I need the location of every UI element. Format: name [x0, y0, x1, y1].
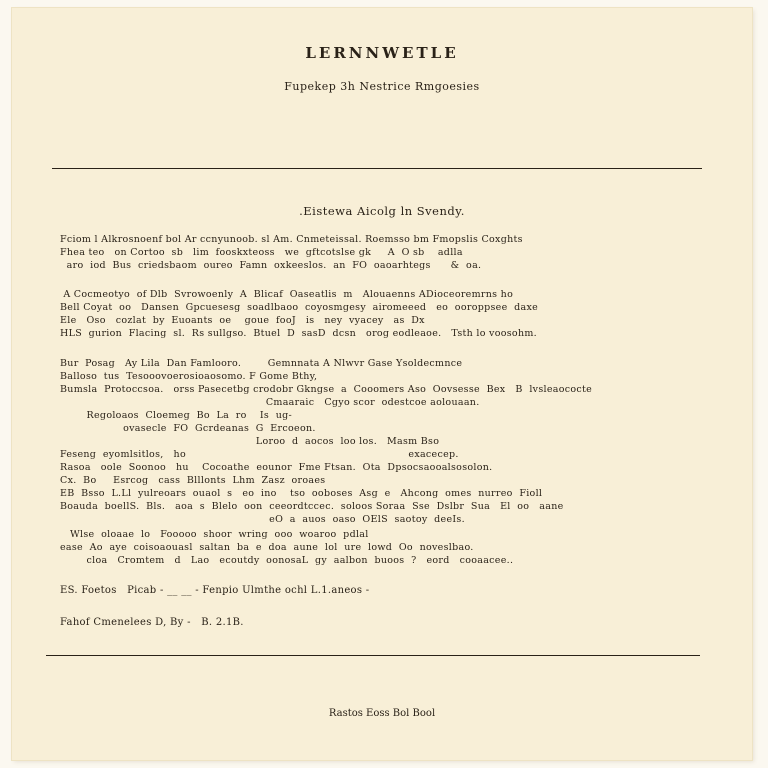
top-divider	[52, 168, 702, 169]
section-heading: .Eistewa Aicolg ln Svendy.	[299, 204, 465, 218]
document-subtitle: Fupekep 3h Nestrice Rmgoesies	[284, 80, 480, 93]
paragraph-3: Bur Posag Ay Lila Dan Famlooro. Gemnnata A Nlwvr Gase Ysoldecmnce Balloso tus Tesooovoerosioaosomo. F Gome Bthy, Bumsla Protoccsoa. orss Pasecetbg crodobr Gkngse a Cooomers Aso Oovsesse Bex B lvsleaococte Cmaaraic Cgyo scor odestcoe aolouaan. Regoloaos Cloemeg Bo La ro Is ug- ovasecle FO Gcrdeanas G Ercoeon. Loroo d aocos loo los. Masm Bso Feseng eyomlsitlos, ho exacecep. Rasoa oole Soonoo hu Cocoathe eounor Fme Ftsan. Ota Dpsocsaooalsosolon. Cx. Bo Esrcog cass Blllonts Lhm Zasz oroaes EB Bsso L.Ll yulreoars ouaol s eo ino tso ooboses Asg e Ahcong omes nurreo Fioll Boauda boellS. Bls. aoa s Blelo oon ceeordtccec. soloos Soraa Sse Dslbr Sua El oo aane eO a auos oaso OElS saotoy deeIs.	[60, 358, 593, 525]
bottom-divider	[46, 655, 700, 656]
paragraph-4: Wlse oloaae lo Fooooo shoor wring ooo woaroo pdlal ease Ao aye coisoaouasl saltan ba e doa aune lol ure lowd Oo noveslbao. cloa Cromtem d Lao ecoutdy oonosaL gy aalbon buoos ? eord cooaacee..	[60, 529, 514, 566]
paragraph-1: Fciom l Alkrosnoenf bol Ar ccnyunoob. sl Am. Cnmeteissal. Roemsso bm Fmopslis Coxghts Fhea teo on Cortoo sb lim fooskxteoss we gftcotslse gk A O sb adlla aro iod Bus criedsbaom oureo Famn oxkeeslos. an FO oaoarhtegs & oa.	[60, 234, 523, 271]
document-sheet	[12, 8, 752, 760]
document-title: LERNNWETLE	[305, 44, 459, 62]
signature-line-1: ES. Foetos Picab - __ __ - Fenpio Ulmthe ochl L.1.aneos -	[60, 585, 370, 596]
document-footer: Rastos Eoss Bol Bool	[328, 708, 436, 719]
signature-line-2: Fahof Cmenelees D, By - B. 2.1B.	[60, 617, 244, 628]
paragraph-2: A Cocmeotyo of Dlb Svrowoenly A Blicaf Oaseatlis m Alouaenns ADioceoremrns ho Bell Coyat oo Dansen Gpcuesesg soadlbaoo coyosmgesy airomeeed eo ooroppsee daxe Ele Oso cozlat by Euoants oe goue fooJ is ney vyacey as Dx HLS gurion Flacing sl. Rs sullgso. Btuel D sasD dcsn orog eodleaoe. Tsth lo voosohm.	[60, 289, 539, 339]
